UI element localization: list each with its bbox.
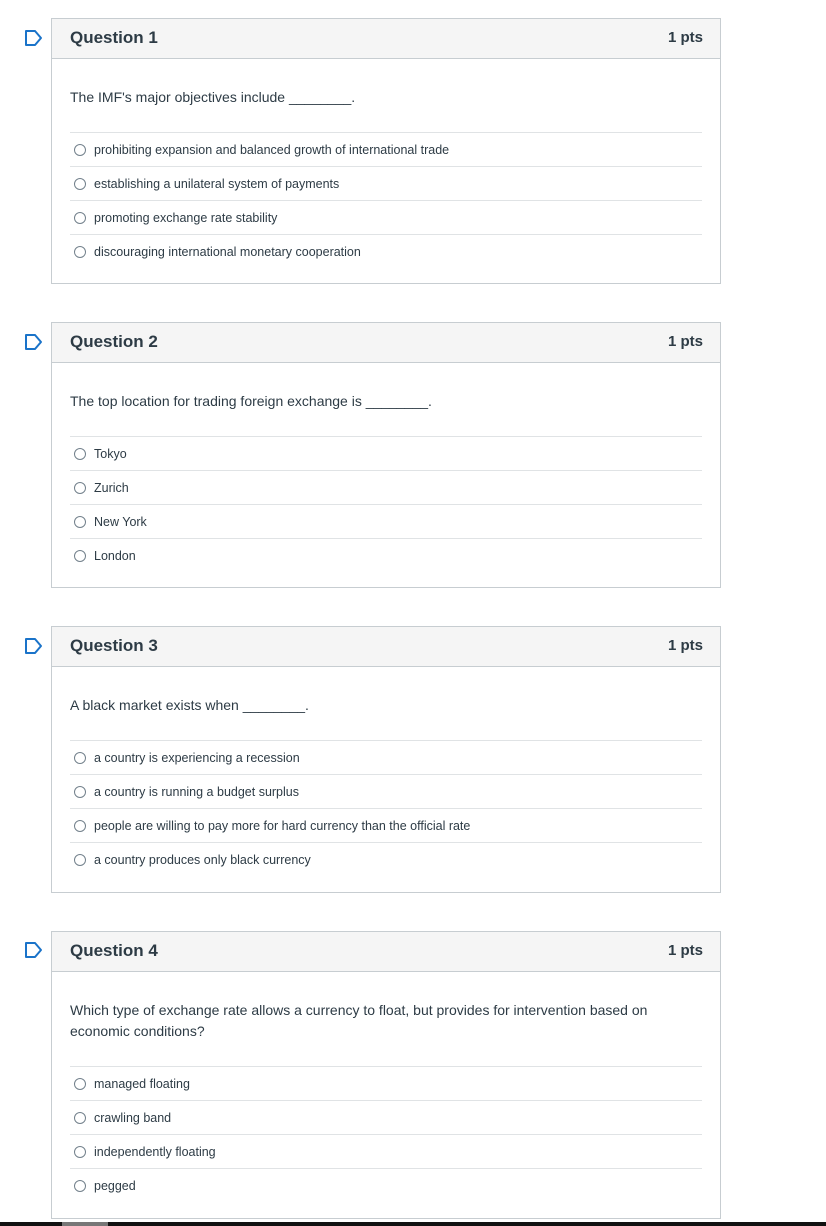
answer-list <box>70 436 702 572</box>
radio-empty-icon[interactable] <box>74 212 86 224</box>
flag-question-icon[interactable] <box>24 942 44 958</box>
answer-label: promoting exchange rate stability <box>94 210 278 225</box>
answer-label: Zurich <box>94 480 129 495</box>
answer-option[interactable] <box>70 133 702 167</box>
question-title: Question 3 <box>70 636 158 655</box>
radio-empty-icon[interactable] <box>74 246 86 258</box>
radio-empty-icon[interactable] <box>74 178 86 190</box>
answer-option[interactable] <box>70 843 702 876</box>
question-body <box>52 363 720 572</box>
answer-label: London <box>94 548 136 563</box>
question-body <box>52 972 720 1202</box>
radio-empty-icon[interactable] <box>74 516 86 528</box>
question-title: Question 4 <box>70 941 158 960</box>
answer-list <box>70 132 702 268</box>
answer-label: a country is running a budget surplus <box>94 784 299 799</box>
answer-option[interactable] <box>70 235 702 268</box>
answer-label: prohibiting expansion and balanced growth of international trade <box>94 142 450 157</box>
radio-empty-icon[interactable] <box>74 1180 86 1192</box>
question-header <box>52 19 720 59</box>
question-body <box>52 59 720 268</box>
radio-empty-icon[interactable] <box>74 752 86 764</box>
answer-option[interactable] <box>70 775 702 809</box>
answer-label: independently floating <box>94 1144 216 1159</box>
flag-question-icon[interactable] <box>24 30 44 46</box>
question-points: 1 pts <box>667 29 703 46</box>
answer-option[interactable] <box>70 1067 702 1101</box>
flag-question-icon[interactable] <box>24 638 44 654</box>
answer-list <box>70 740 702 876</box>
answer-option[interactable] <box>70 741 702 775</box>
question-text: The IMF's major objectives include ________. <box>70 89 356 105</box>
question-header <box>52 627 720 667</box>
radio-empty-icon[interactable] <box>74 854 86 866</box>
radio-empty-icon[interactable] <box>74 550 86 562</box>
question-card <box>51 322 721 588</box>
answer-option[interactable] <box>70 505 702 539</box>
answer-label: New York <box>94 514 147 529</box>
question-body <box>52 667 720 876</box>
answer-option[interactable] <box>70 201 702 235</box>
answer-option[interactable] <box>70 539 702 572</box>
question-card <box>51 931 721 1219</box>
radio-empty-icon[interactable] <box>74 1112 86 1124</box>
question-points: 1 pts <box>667 637 703 654</box>
radio-empty-icon[interactable] <box>74 482 86 494</box>
question-points: 1 pts <box>667 333 703 350</box>
answer-option[interactable] <box>70 471 702 505</box>
question-title: Question 2 <box>70 332 158 351</box>
answer-option[interactable] <box>70 167 702 201</box>
answer-option[interactable] <box>70 1169 702 1202</box>
question-title: Question 1 <box>70 28 158 47</box>
answer-label: crawling band <box>94 1110 172 1125</box>
radio-empty-icon[interactable] <box>74 144 86 156</box>
answer-option[interactable] <box>70 437 702 471</box>
radio-empty-icon[interactable] <box>74 786 86 798</box>
answer-label: pegged <box>94 1178 136 1193</box>
answer-option[interactable] <box>70 1135 702 1169</box>
answer-label: a country is experiencing a recession <box>94 750 300 765</box>
flag-question-icon[interactable] <box>24 334 44 350</box>
radio-empty-icon[interactable] <box>74 1146 86 1158</box>
answer-option[interactable] <box>70 809 702 843</box>
answer-label: a country produces only black currency <box>94 852 311 867</box>
bottom-bar <box>0 1222 826 1226</box>
answer-option[interactable] <box>70 1101 702 1135</box>
answer-list <box>70 1066 702 1202</box>
question-points: 1 pts <box>667 942 703 959</box>
answer-label: establishing a unilateral system of payments <box>94 176 340 191</box>
radio-empty-icon[interactable] <box>74 820 86 832</box>
answer-label: managed floating <box>94 1076 190 1091</box>
radio-empty-icon[interactable] <box>74 1078 86 1090</box>
question-card <box>51 18 721 284</box>
question-text: Which type of exchange rate allows a currency to float, but provides for intervention based on economic conditions? <box>70 1002 648 1039</box>
question-text: A black market exists when ________. <box>70 697 309 713</box>
question-card <box>51 626 721 893</box>
question-header <box>52 323 720 363</box>
answer-label: discouraging international monetary cooperation <box>94 244 361 259</box>
answer-label: Tokyo <box>94 446 127 461</box>
question-header <box>52 932 720 972</box>
question-text: The top location for trading foreign exchange is ________. <box>70 393 432 409</box>
answer-label: people are willing to pay more for hard currency than the official rate <box>94 818 471 833</box>
radio-empty-icon[interactable] <box>74 448 86 460</box>
scroll-thumb[interactable] <box>62 1222 108 1226</box>
